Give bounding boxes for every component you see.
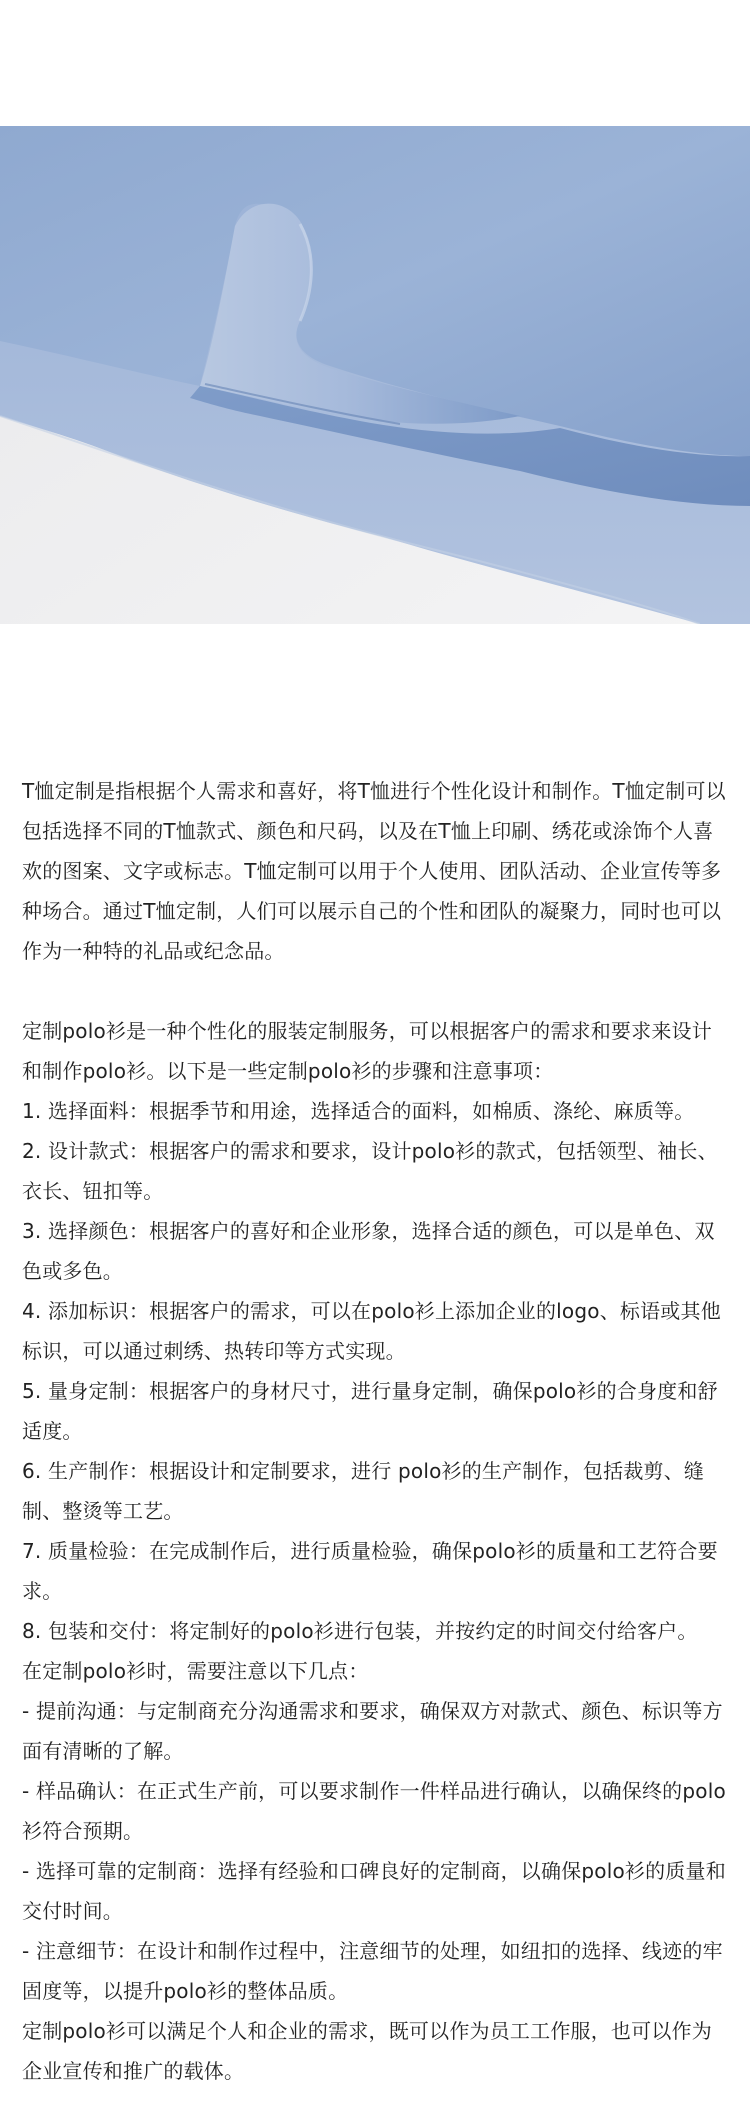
polo-intro-paragraph: 定制polo衫是一种个性化的服装定制服务，可以根据客户的需求和要求来设计和制作polo衫。以下是一些定制polo衫的步骤和注意事项： <box>22 1019 712 1083</box>
intro-paragraph: T恤定制是指根据个人需求和喜好，将T恤进行个性化设计和制作。T恤定制可以包括选择不同的T恤款式、颜色和尺码，以及在T恤上印刷、绣花或涂饰个人喜欢的图案、文字或标志。T恤定制可以用于个人使用、团队活动、企业宣传等多种场合。通过T恤定制，人们可以展示自己的个性和团队的凝聚力，同时也可以作为一种特的礼品或纪念品。 <box>22 779 726 963</box>
hero-fabric-image <box>0 126 750 624</box>
step-item: 6. 生产制作：根据设计和定制要求，进行 polo衫的生产制作，包括裁剪、缝制、整烫等工艺。 <box>22 1459 705 1523</box>
step-item: 3. 选择颜色：根据客户的喜好和企业形象，选择合适的颜色，可以是单色、双色或多色。 <box>22 1219 715 1283</box>
step-item: 5. 量身定制：根据客户的身材尺寸，进行量身定制，确保polo衫的合身度和舒适度。 <box>22 1379 718 1443</box>
notes-heading: 在定制polo衫时，需要注意以下几点： <box>22 1659 369 1683</box>
paragraph-gap <box>22 971 730 1011</box>
note-item: - 提前沟通：与定制商充分沟通需求和要求，确保双方对款式、颜色、标识等方面有清晰的了解。 <box>22 1699 723 1763</box>
note-item: - 选择可靠的定制商：选择有经验和口碑良好的定制商，以确保polo衫的质量和交付时间。 <box>22 1859 726 1923</box>
note-item: - 样品确认：在正式生产前，可以要求制作一件样品进行确认，以确保终的polo衫符合预期。 <box>22 1779 726 1843</box>
step-item: 4. 添加标识：根据客户的需求，可以在polo衫上添加企业的logo、标语或其他标识，可以通过刺绣、热转印等方式实现。 <box>22 1299 721 1363</box>
step-item: 8. 包装和交付：将定制好的polo衫进行包装，并按约定的时间交付给客户。 <box>22 1619 698 1643</box>
fabric-photo-icon <box>0 126 750 624</box>
step-item: 7. 质量检验：在完成制作后，进行质量检验，确保polo衫的质量和工艺符合要求。 <box>22 1539 718 1603</box>
note-item: - 注意细节：在设计和制作过程中，注意细节的处理，如纽扣的选择、线迹的牢固度等，以提升polo衫的整体品质。 <box>22 1939 723 2003</box>
step-item: 1. 选择面料：根据季节和用途，选择适合的面料，如棉质、涤纶、麻质等。 <box>22 1099 695 1123</box>
step-item: 2. 设计款式：根据客户的需求和要求，设计polo衫的款式，包括领型、袖长、衣长、钮扣等。 <box>22 1139 718 1203</box>
closing-paragraph: 定制polo衫可以满足个人和企业的需求，既可以作为员工工作服，也可以作为企业宣传和推广的载体。 <box>22 2019 712 2083</box>
article-body <box>22 771 730 2091</box>
